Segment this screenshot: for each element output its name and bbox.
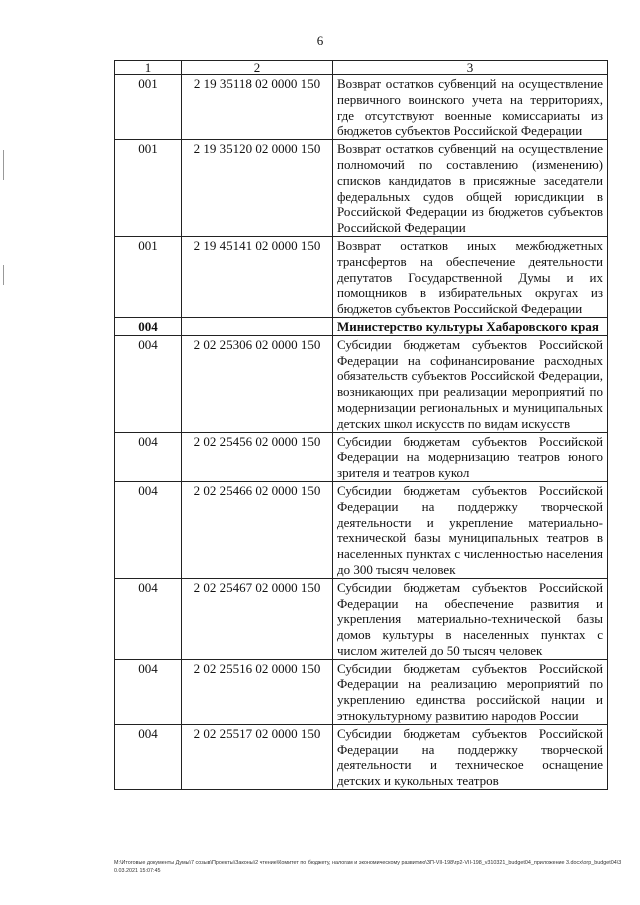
row-code: 004 — [115, 335, 182, 432]
table-row — [115, 317, 608, 335]
row-code: 004 — [115, 481, 182, 578]
row-description: Субсидии бюджетам субъектов Российской Федерации на обеспечение развития и укрепления материально-технической базы домов культуры в населенных пунктах с числом жителей до 50 тысяч человек — [333, 578, 608, 659]
table-row — [115, 236, 608, 317]
row-kbk: 2 02 25516 02 0000 150 — [182, 659, 333, 724]
row-description: Субсидии бюджетам субъектов Российской Федерации на реализацию мероприятий по укреплению единства российской нации и этнокультурному развитию народов России — [333, 659, 608, 724]
row-kbk: 2 02 25456 02 0000 150 — [182, 432, 333, 481]
row-description: Возврат остатков субвенций на осуществление первичного воинского учета на территориях, где отсутствуют военные комиссариаты из бюджетов субъектов Российской Федерации — [333, 75, 608, 140]
table-header-row — [115, 61, 608, 75]
row-kbk: 2 02 25467 02 0000 150 — [182, 578, 333, 659]
row-kbk — [182, 317, 333, 335]
row-code: 001 — [115, 75, 182, 140]
row-code: 004 — [115, 432, 182, 481]
table-row — [115, 75, 608, 140]
table-row — [115, 578, 608, 659]
table-row — [115, 724, 608, 789]
row-kbk: 2 02 25306 02 0000 150 — [182, 335, 333, 432]
row-kbk: 2 19 35120 02 0000 150 — [182, 140, 333, 237]
header-col-3: 3 — [333, 61, 608, 75]
table-row — [115, 432, 608, 481]
table-row — [115, 335, 608, 432]
row-description: Возврат остатков иных межбюджетных трансфертов на обеспечение деятельности депутатов Государственной Думы и их помощников в избирательных округах из бюджетов субъектов Российской Федерации — [333, 236, 608, 317]
row-code: 004 — [115, 724, 182, 789]
header-col-1: 1 — [115, 61, 182, 75]
table-row — [115, 140, 608, 237]
row-description: Министерство культуры Хабаровского края — [333, 317, 608, 335]
row-code: 001 — [115, 140, 182, 237]
header-col-2: 2 — [182, 61, 333, 75]
row-description: Субсидии бюджетам субъектов Российской Федерации на поддержку творческой деятельности и техническое оснащение детских и кукольных театров — [333, 724, 608, 789]
row-description: Возврат остатков субвенций на осуществление полномочий по составлению (изменению) списков кандидатов в присяжные заседатели федеральных судов общей юрисдикции в Российской Федерации из бюджетов субъектов Российской Федерации — [333, 140, 608, 237]
row-code: 004 — [115, 659, 182, 724]
table-row — [115, 659, 608, 724]
row-kbk: 2 19 45141 02 0000 150 — [182, 236, 333, 317]
row-description: Субсидии бюджетам субъектов Российской Федерации на модернизацию театров юного зрителя и театров кукол — [333, 432, 608, 481]
document-footer-path: M:\Итоговые документы Думы\7 созыв\Проекты\Законы\2 чтение\Комитет по бюджету, налогам и экономическому развитию\ЗП-VII-198\гр2-VII-198_v310321_budget04_приложение 3.docx\orp_budget04\30.03.2021 15:07:45 — [114, 860, 622, 874]
budget-codes-table — [114, 60, 608, 790]
row-code: 001 — [115, 236, 182, 317]
row-kbk: 2 02 25517 02 0000 150 — [182, 724, 333, 789]
row-description: Субсидии бюджетам субъектов Российской Федерации на софинансирование расходных обязательств субъектов Российской Федерации, возникающих при реализации мероприятий по модернизации региональных и муниципальных детских школ искусств по видам искусств — [333, 335, 608, 432]
row-kbk: 2 02 25466 02 0000 150 — [182, 481, 333, 578]
row-kbk: 2 19 35118 02 0000 150 — [182, 75, 333, 140]
row-code: 004 — [115, 578, 182, 659]
row-code: 004 — [115, 317, 182, 335]
page-number: 6 — [316, 33, 324, 48]
row-description: Субсидии бюджетам субъектов Российской Федерации на поддержку творческой деятельности и укрепление материально-технической базы муниципальных театров в населенных пунктах с численностью населения до 300 тысяч человек — [333, 481, 608, 578]
table-row — [115, 481, 608, 578]
